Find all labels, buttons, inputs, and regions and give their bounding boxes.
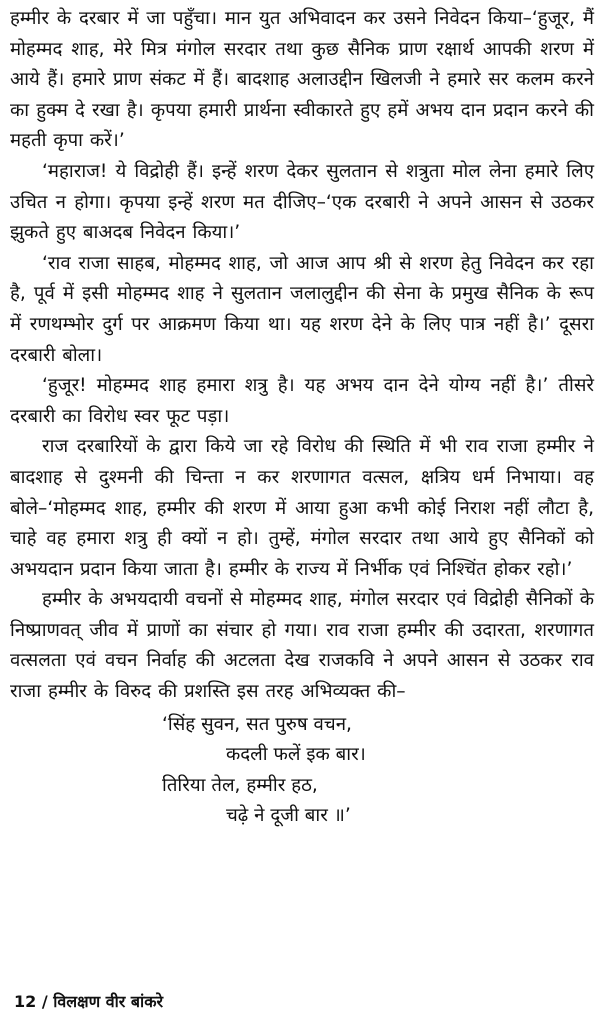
page-number: 12 — [14, 992, 37, 1011]
verse-line-1: ‘सिंह सुवन, सत पुरुष वचन, — [162, 713, 352, 735]
paragraph-1: हम्मीर के दरबार में जा पहुँचा। मान युत अभिवादन कर उसने निवेदन किया–‘हुजूर, मैं मोहम्मद शाह, मेरे मित्र मंगोल सरदार तथा कुछ सैनिक प्राण रक्षार्थ आपकी शरण में आये हैं। हमारे प्राण संकट में हैं। बादशाह अलाउद्दीन खिलजी ने हमारे सर कलम करने का हुक्म दे रखा है। कृपया हमारी प्रार्थना स्वीकारते हुए हमें अभय दान प्रदान करने की महती कृपा करें।’ — [10, 8, 594, 152]
paragraph-2: ‘महाराज! ये विद्रोही हैं। इन्हें शरण देकर सुलतान से शत्रुता मोल लेना हमारे लिए उचित न होगा। कृपया इन्हें शरण मत दीजिए–‘एक दरबारी ने अपने आसन से उठकर झुकते हुए बाअदब निवेदन किया।’ — [10, 160, 594, 244]
paragraph-6: हम्मीर के अभयदायी वचनों से मोहम्मद शाह, मंगोल सरदार एवं विद्रोही सैनिकों के निष्प्राणवत् जीव में प्राणों का संचार हो गया। राव राजा हम्मीर की उदारता, शरणागत वत्सलता एवं वचन निर्वाह की अटलता देख राजकवि ने अपने आसन से उठकर राव राजा हम्मीर के विरुद की प्रशस्ति इस तरह अभिव्यक्त की– — [10, 589, 594, 703]
footer-separator: / — [41, 992, 48, 1011]
page-footer — [14, 992, 163, 1012]
book-title: विलक्षण वीर बांकरे — [53, 992, 164, 1011]
paragraph-5: राज दरबारियों के द्वारा किये जा रहे विरोध की स्थिति में भी राव राजा हम्मीर ने बादशाह से दुश्मनी की चिन्ता न कर शरणागत वत्सल, क्षत्रिय धर्म निभाया। वह बोले–‘मोहम्मद शाह, हम्मीर की शरण में आया हुआ कभी कोई निराश नहीं लौटा है, चाहे वह हमारा शत्रु ही क्यों न हो। तुम्हें, मंगोल सरदार तथा आये हुए सैनिकों को अभयदान प्रदान किया जाता है। हम्मीर के राज्य में निर्भीक एवं निश्चिंत होकर रहो।’ — [10, 436, 594, 580]
verse-line-4: चढ़े ने दूजी बार ॥’ — [226, 805, 351, 827]
verse-line-2: कदली फलें इक बार। — [226, 744, 366, 766]
verse-line-3: तिरिया तेल, हम्मीर हठ, — [162, 774, 318, 796]
paragraph-4: ‘हुजूर! मोहम्मद शाह हमारा शत्रु है। यह अभय दान देने योग्य नहीं है।’ तीसरे दरबारी का विरोध स्वर फूट पड़ा। — [10, 375, 594, 427]
paragraph-3: ‘राव राजा साहब, मोहम्मद शाह, जो आज आप श्री से शरण हेतु निवेदन कर रहा है, पूर्व में इसी मोहम्मद शाह ने सुलतान जलालुद्दीन की सेना के प्रमुख सैनिक के रूप में रणथम्भोर दुर्ग पर आक्रमण किया था। यह शरण देने के लिए पात्र नहीं है।’ दूसरा दरबारी बोला। — [10, 252, 594, 366]
verse-block — [10, 710, 594, 832]
